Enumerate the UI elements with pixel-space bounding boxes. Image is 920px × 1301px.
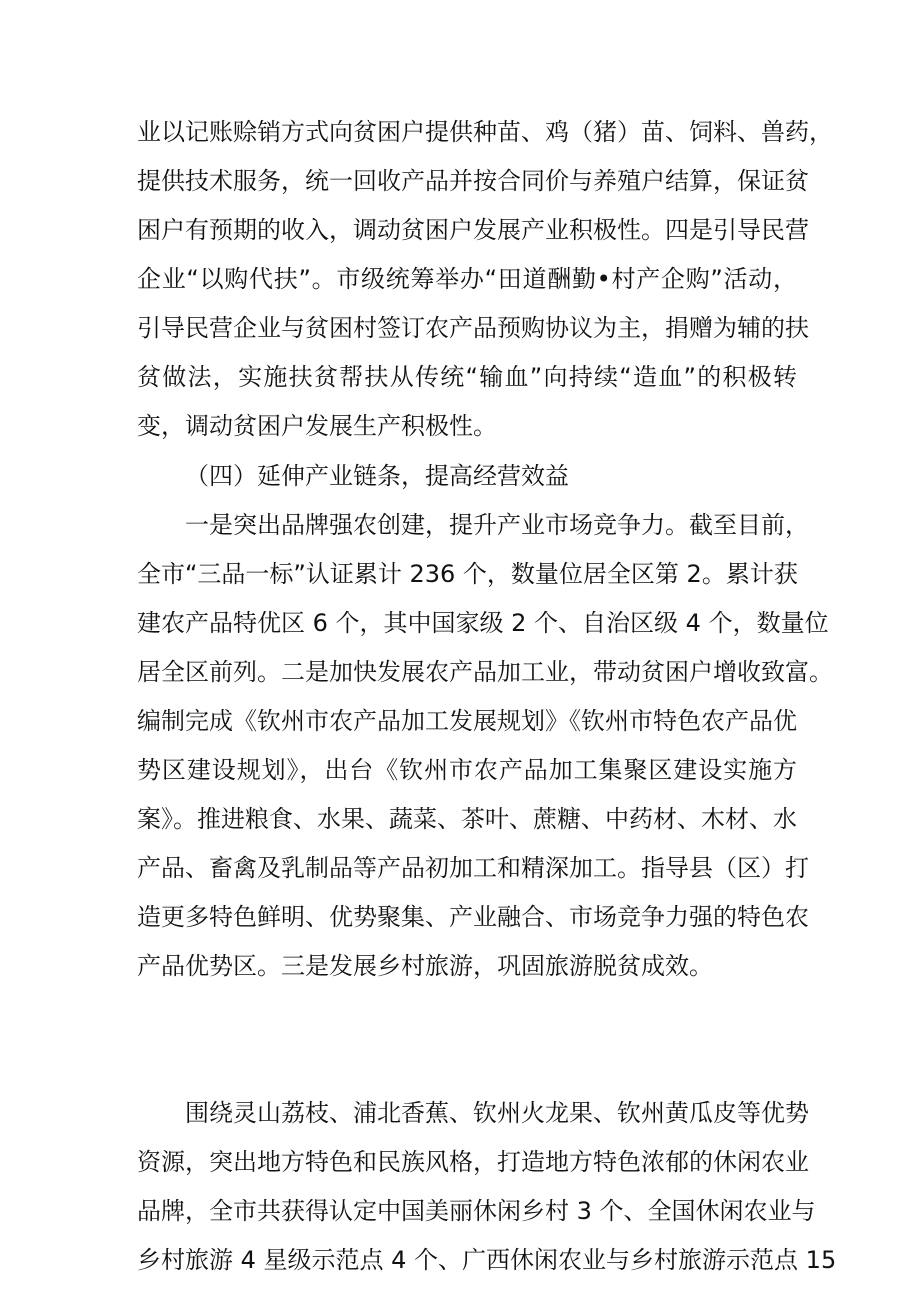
paragraph-line: 编制完成《钦州市农产品加工发展规划》《钦州市特色农产品优 bbox=[137, 707, 797, 735]
paragraph-line: 提供技术服务，统一回收产品并按合同价与养殖户结算，保证贫 bbox=[137, 167, 809, 195]
section-heading bbox=[137, 452, 797, 501]
paragraph-2 bbox=[137, 501, 833, 991]
paragraph-line: 资源，突出地方特色和民族风格，打造地方特色浓郁的休闲农业 bbox=[137, 1148, 809, 1176]
paragraph-line: 业以记账赊销方式向贫困户提供种苗、鸡（猪）苗、饲料、兽药， bbox=[137, 118, 833, 146]
paragraph-line: 建农产品特优区 6 个，其中国家级 2 个、自治区级 4 个，数量位 bbox=[137, 609, 829, 637]
paragraph-line: 案》。推进粮食、水果、蔬菜、茶叶、蔗糖、中药材、木材、水 bbox=[137, 805, 797, 833]
paragraph-line: 困户有预期的收入，调动贫困户发展产业积极性。四是引导民营 bbox=[137, 216, 809, 244]
paragraph-line: 围绕灵山荔枝、浦北香蕉、钦州火龙果、钦州黄瓜皮等优势 bbox=[185, 1099, 809, 1127]
paragraph-line: 贫做法，实施扶贫帮扶从传统“输血”向持续“造血”的积极转 bbox=[137, 363, 797, 391]
paragraph-line: 变，调动贫困户发展生产积极性。 bbox=[137, 412, 497, 440]
paragraph-line: 产品、畜禽及乳制品等产品初加工和精深加工。指导县（区）打 bbox=[137, 854, 809, 882]
paragraph-line: 居全区前列。二是加快发展农产品加工业，带动贫困户增收致富。 bbox=[137, 658, 833, 686]
paragraph-line: 乡村旅游 4 星级示范点 4 个、广西休闲农业与乡村旅游示范点 15 bbox=[137, 1246, 837, 1274]
paragraph-3 bbox=[137, 1089, 837, 1285]
paragraph-line: 一是突出品牌强农创建，提升产业市场竞争力。截至目前， bbox=[185, 511, 809, 539]
section-heading-text: （四）延伸产业链条，提高经营效益 bbox=[185, 462, 569, 490]
paragraph-line: 势区建设规划》，出台《钦州市农产品加工集聚区建设实施方 bbox=[137, 756, 797, 784]
paragraph-line: 造更多特色鲜明、优势聚集、产业融合、市场竞争力强的特色农 bbox=[137, 903, 809, 931]
paragraph-line: 产品优势区。三是发展乡村旅游，巩固旅游脱贫成效。 bbox=[137, 952, 713, 980]
paragraph-line: 全市“三品一标”认证累计 236 个，数量位居全区第 2。累计获 bbox=[137, 560, 798, 588]
paragraph-1 bbox=[137, 108, 833, 451]
paragraph-line: 企业“以购代扶”。市级统筹举办“田道酬勤•村产企购”活动， bbox=[137, 265, 797, 293]
paragraph-line: 引导民营企业与贫困村签订农产品预购协议为主，捐赠为辅的扶 bbox=[137, 314, 809, 342]
paragraph-line: 品牌，全市共获得认定中国美丽休闲乡村 3 个、全国休闲农业与 bbox=[137, 1197, 816, 1225]
